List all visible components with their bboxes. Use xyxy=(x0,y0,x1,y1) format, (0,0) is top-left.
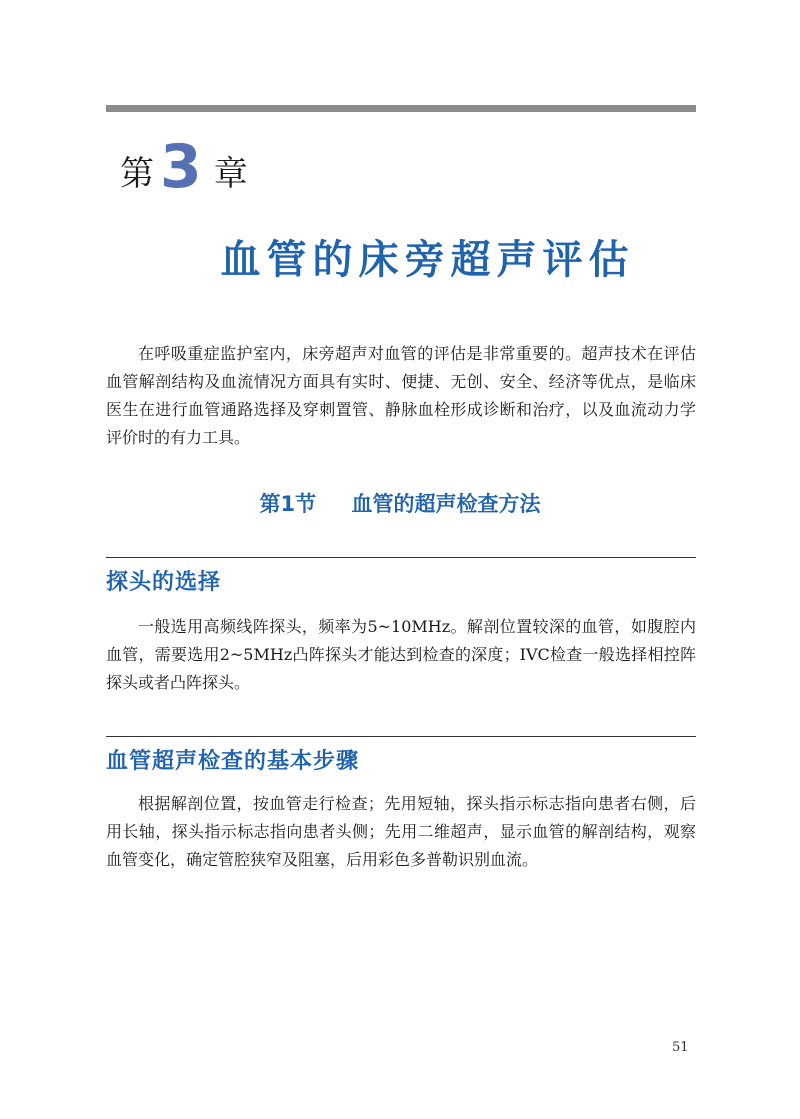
chapter-top-rule xyxy=(106,105,696,112)
section-heading xyxy=(0,488,800,518)
page-number: 51 xyxy=(672,1040,689,1055)
subsection-body: 一般选用高频线阵探头，频率为5~10MHz。解剖位置较深的血管，如腹腔内血管，需要选用2~5MHz凸阵探头才能达到检查的深度；IVC检查一般选择相控阵探头或者凸阵探头。 xyxy=(106,617,696,692)
chapter-suffix: 章 xyxy=(213,153,248,194)
chapter-title: 血管的床旁超声评估 xyxy=(220,237,635,283)
intro-paragraph: 在呼吸重症监护室内，床旁超声对血管的评估是非常重要的。超声技术在评估血管解剖结构及血流情况方面具有实时、便捷、无创、安全、经济等优点，是临床医生在进行血管通路选择及穿刺置管、静脉血栓形成诊断和治疗，以及血流动力学评价时的有力工具。 xyxy=(106,344,696,447)
subsection-body: 根据解剖位置，按血管走行检查；先用短轴，探头指示标志指向患者右侧，后用长轴，探头指示标志指向患者头侧；先用二维超声，显示血管的解剖结构，观察血管变化，确定管腔狭窄及阻塞，后用彩色多普勒识别血流。 xyxy=(106,794,696,869)
subsection-rule xyxy=(106,557,696,558)
subsection-rule xyxy=(106,736,696,737)
subsection-heading: 血管超声检查的基本步骤 xyxy=(106,749,360,774)
chapter-prefix: 第 xyxy=(120,153,154,194)
chapter-label xyxy=(120,132,248,205)
chapter-number: 3 xyxy=(160,132,202,202)
section-label: 第1节 xyxy=(259,492,317,516)
section-title: 血管的超声检查方法 xyxy=(351,492,541,516)
subsection-heading: 探头的选择 xyxy=(106,570,222,595)
